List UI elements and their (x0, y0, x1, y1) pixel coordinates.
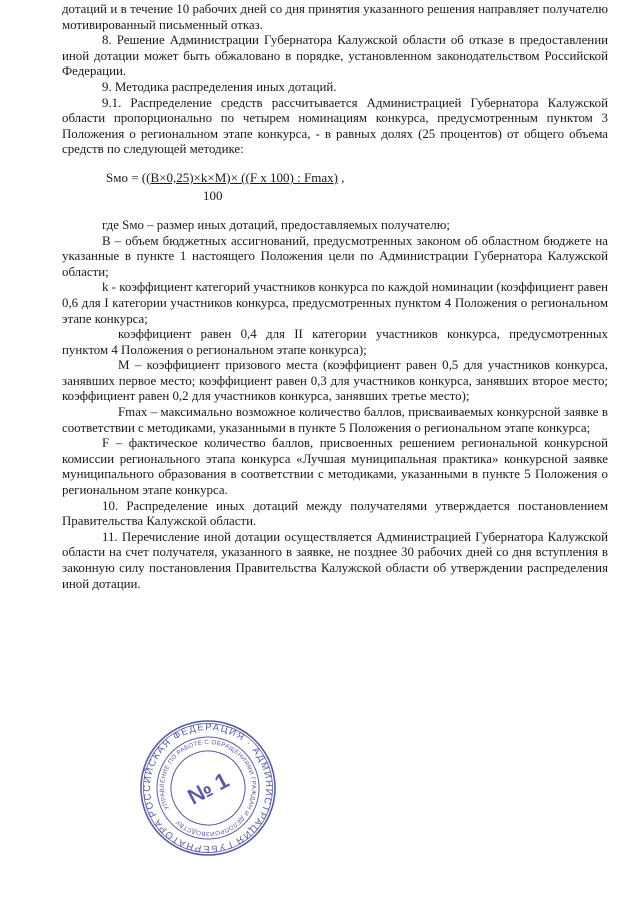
formula (62, 170, 608, 186)
formula-tail: , (337, 169, 345, 185)
paragraph: 11. Перечисление иной дотации осуществляется Администрацией Губернатора Калужской области на счет получателя, указанного в заявке, не позднее 30 рабочих дней со дня вступления в законную силу постановления Правительства Калужской области об утверждении распределения иной дотации. (62, 529, 608, 591)
official-seal (138, 718, 278, 858)
definition: коэффициент равен 0,4 для II категории участников конкурса, предусмотренных пунктом 4 Положения о региональном этапе конкурса); (62, 327, 608, 357)
formula-lhs: Sмо = (( (106, 169, 151, 185)
paragraph: 9. Методика распределения иных дотаций. (102, 79, 337, 94)
definition: k - коэффициент категорий участников конкурса по каждой номинации (коэффициент равен 0,6 для I категории участников конкурса, предусмотренных пунктом 4 Положения о региональном этапе конкурса; (62, 280, 608, 326)
formula-numerator: В×0,25)×k×М)× ((F x 100) : Fmax) (150, 169, 338, 185)
definition: М – коэффициент призового места (коэффициент равен 0,5 для участников конкурса, занявших первое место; коэффициент равен 0,3 для участников конкурса, занявших второе место; коэффициент равен 0,2 для участников конкурса, занявших третье место); (62, 358, 608, 404)
definition: где Sмо – размер иных дотаций, предоставляемых получателю; (102, 217, 450, 232)
paragraph: дотаций и в течение 10 рабочих дней со дня принятия указанного решения направляет получателю мотивированный письменный отказ. (62, 2, 608, 32)
seal-inner-ring: УПРАВЛЕНИЕ ПО РАБОТЕ С ОБРАЩЕНИЯМИ ГРАЖДАН И ДЕЛОПРОИЗВОДСТВУ (158, 738, 258, 838)
seal-stamp-icon (138, 718, 278, 858)
formula-denominator: 100 (203, 187, 223, 203)
paragraph: 8. Решение Администрации Губернатора Калужской области об отказе в предоставлении иной дотации может быть обжаловано в порядке, установленном законодательством Российской Федерации. (62, 33, 608, 79)
definition: В – объем бюджетных ассигнований, предусмотренных законом об областном бюджете на указанные в пункте 1 настоящего Положения цели по Администрации Губернатора Калужской области; (62, 233, 608, 279)
definition: Fmax – максимально возможное количество баллов, присваиваемых конкурсной заявке в соответствии с методиками, указанными в пункте 5 Положения о региональном этапе конкурса; (62, 405, 608, 435)
definition: F – фактическое количество баллов, присвоенных решением региональной конкурсной комиссии регионального этапа конкурса «Лучшая муниципальная практика» конкурсной заявке муниципального образования в соответствии с методиками, указанными в пункте 5 Положения о региональном этапе конкурса. (62, 436, 608, 498)
seal-number: № 1 (183, 767, 234, 810)
paragraph: 10. Распределение иных дотаций между получателями утверждается постановлением Правительства Калужской области. (62, 498, 608, 529)
document-page (62, 2, 608, 592)
paragraph: 9.1. Распределение средств рассчитывается Администрацией Губернатора Калужской области пропорционально по четырем номинациям конкурса, предусмотренным пунктом 3 Положения о региональном этапе конкурса, - в равных долях (25 процентов) от общего объема средств по следующей методике: (62, 95, 608, 157)
seal-outer-ring: РОССИЙСКАЯ ФЕДЕРАЦИЯ · АДМИНИСТРАЦИЯ ГУБЕРНАТОРА (141, 721, 275, 855)
